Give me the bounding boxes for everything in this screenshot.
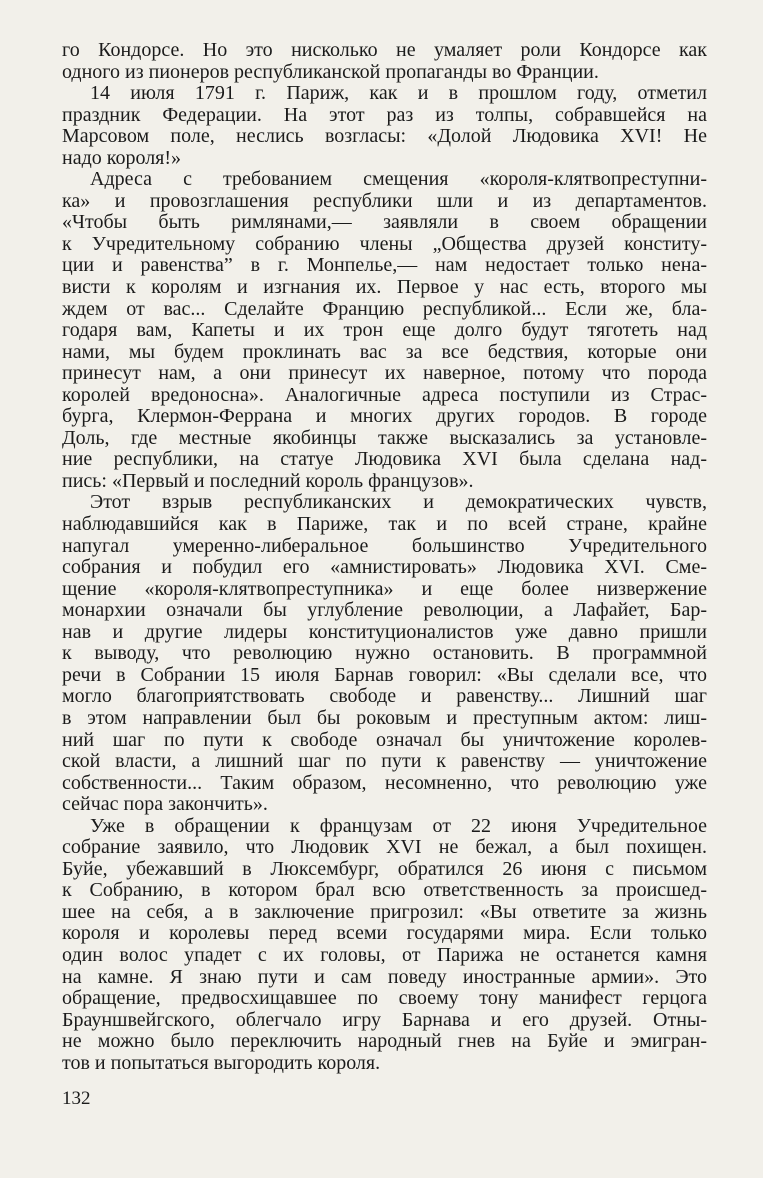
paragraph — [62, 83, 707, 169]
text-line: годаря вам, Капеты и их трон еще долго будут тяготеть над — [62, 320, 707, 342]
text-line: не можно было переключить народный гнев на Буйе и эмигран- — [62, 1031, 707, 1053]
text-line: праздник Федерации. На этот раз из толпы, собравшейся на — [62, 104, 707, 126]
paragraph — [62, 169, 707, 492]
text-line: надо короля!» — [62, 147, 182, 169]
text-line: короля и королевы перед всеми государями мира. Если только — [62, 923, 707, 945]
text-line: напугал умеренно-либеральное большинство Учредительного — [62, 535, 707, 557]
text-line: тов и попытаться выгородить короля. — [62, 1052, 381, 1074]
text-line: в этом направлении был бы роковым и преступным актом: лиш- — [62, 707, 707, 729]
text-line: нами, мы будем проклинать вас за все бедствия, которые они — [62, 341, 707, 363]
text-line: обращение, предвосхищавшее по своему тону манифест герцога — [62, 988, 707, 1010]
text-line: ние республики, на статуе Людовика XVI была сделана над- — [62, 449, 707, 471]
text-line: к Учредительному собранию члены „Общества друзей конститу- — [62, 233, 707, 255]
page-number: 132 — [62, 1088, 91, 1109]
text-line: могло благоприятствовать свободе и равенству... Лишний шаг — [62, 686, 707, 708]
text-line: Брауншвейгского, облегчало игру Барнава и его друзей. Отны- — [62, 1009, 707, 1031]
text-line: принесут нам, а они принесут их наверное, потому что порода — [62, 363, 707, 385]
text-line: 14 июля 1791 г. Париж, как и в прошлом году, отметил — [90, 83, 707, 105]
text-line: речи в Собрании 15 июля Барнав говорил: «Вы сделали все, что — [62, 664, 707, 686]
text-line: Этот взрыв республиканских и демократических чувств, — [90, 492, 707, 514]
text-line: ской власти, а лишний шаг по пути к равенству — уничтожение — [62, 751, 707, 773]
text-line: королей вредоносна». Аналогичные адреса поступили из Страс- — [62, 384, 707, 406]
text-line: ка» и провозглашения республики шли и из департаментов. — [62, 190, 707, 212]
text-line: Уже в обращении к французам от 22 июня Учредительное — [90, 815, 707, 837]
paragraph — [62, 816, 707, 1075]
text-line: шее на себя, а в заключение пригрозил: «Вы ответите за жизнь — [62, 901, 707, 923]
text-line: «Чтобы быть римлянами,— заявляли в своем обращении — [62, 212, 707, 234]
text-line: нав и другие лидеры конституционалистов уже давно пришли — [62, 621, 707, 643]
paragraph — [62, 40, 707, 83]
text-line: ний шаг по пути к свободе означал бы уничтожение королев- — [62, 729, 707, 751]
text-line: бурга, Клермон-Феррана и многих других городов. В городе — [62, 406, 707, 428]
page-body — [62, 40, 707, 1130]
text-line: на камне. Я знаю пути и сам поведу иностранные армии». Это — [62, 966, 707, 988]
paragraph — [62, 492, 707, 815]
text-line: собрание заявило, что Людовик XVI не бежал, а был похищен. — [62, 837, 707, 859]
text-line: один волос упадет с их головы, от Парижа не останется камня — [62, 944, 707, 966]
text-line: к Собранию, в котором брал всю ответственность за происшед- — [62, 880, 707, 902]
text-line: ждем от вас... Сделайте Францию республикой... Если же, бла- — [62, 298, 707, 320]
text-line: ции и равенства” в г. Монпелье,— нам недостает только нена- — [62, 255, 707, 277]
text-line: Буйе, убежавший в Люксембург, обратился 26 июня с письмом — [62, 858, 707, 880]
text-line: сейчас пора закончить». — [62, 794, 268, 816]
text-line: пись: «Первый и последний король французов». — [62, 470, 474, 492]
text-line: висти к королям и изгнания их. Первое у нас есть, второго мы — [62, 277, 707, 299]
text-line: Марсовом поле, неслись возгласы: «Долой Людовика XVI! Не — [62, 126, 707, 148]
text-line: монархии означали бы углубление революции, а Лафайет, Бар- — [62, 600, 707, 622]
text-line: одного из пионеров республиканской пропаганды во Франции. — [62, 61, 599, 83]
text-line: наблюдавшийся как в Париже, так и по всей стране, крайне — [62, 514, 707, 536]
text-line: собрания и побудил его «амнистировать» Людовика XVI. Сме- — [62, 557, 707, 579]
text-line: го Кондорсе. Но это нисколько не умаляет роли Кондорсе как — [62, 40, 707, 61]
text-line: собственности... Таким образом, несомненно, что революцию уже — [62, 772, 707, 794]
text-line: Адреса с требованием смещения «короля-клятвопреступни- — [90, 169, 707, 191]
text-line: щение «короля-клятвопреступника» и еще более низвержение — [62, 578, 707, 600]
text-line: Доль, где местные якобинцы также высказались за установле- — [62, 427, 707, 449]
text-line: к выводу, что революцию нужно остановить. В программной — [62, 643, 707, 665]
